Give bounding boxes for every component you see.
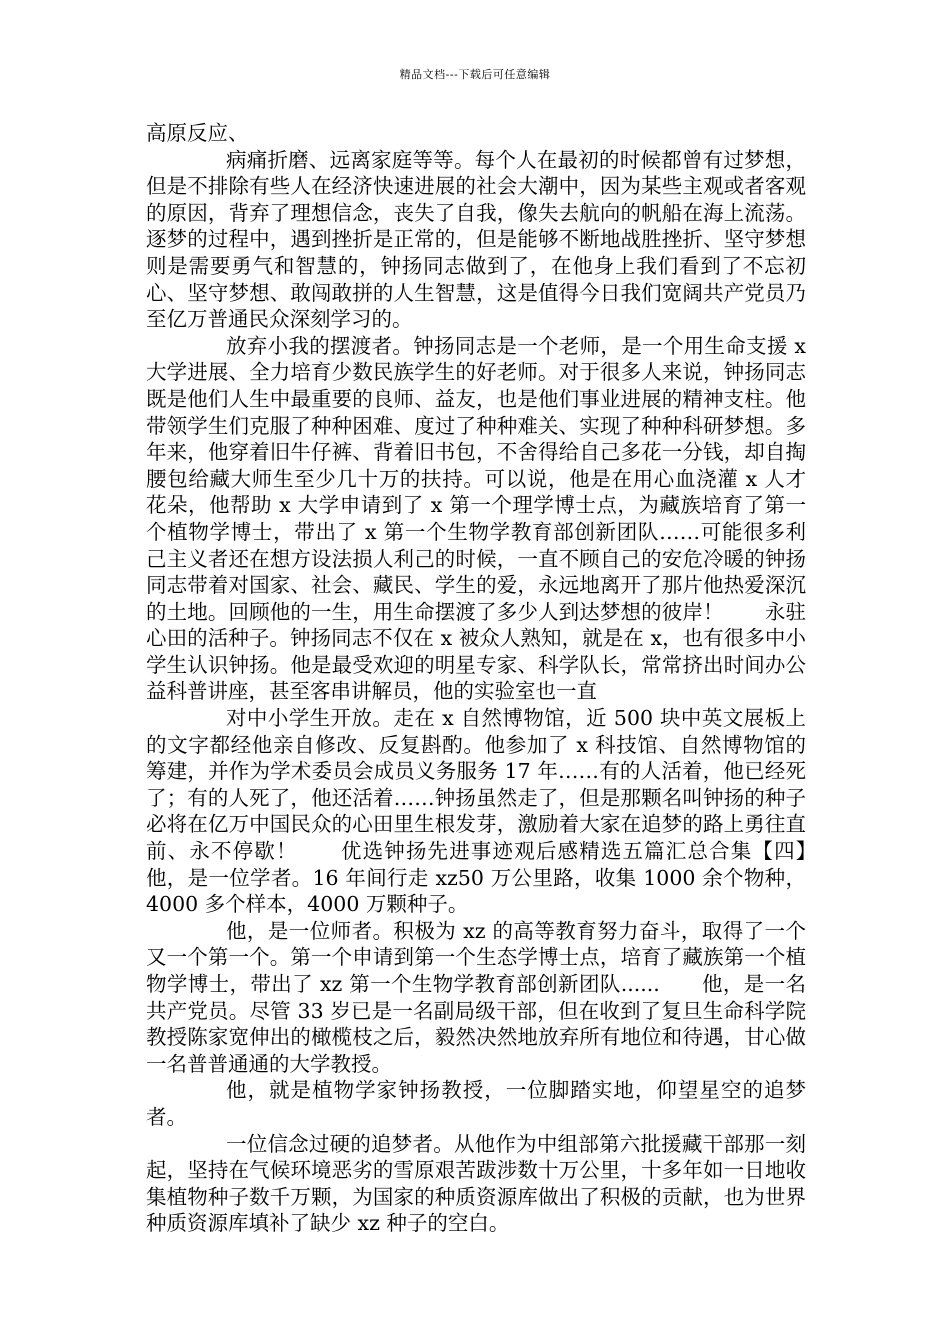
paragraph: 高原反应、 xyxy=(146,121,249,145)
paragraph: 他，是一位师者。积极为 xz 的高等教育努力奋斗，取得了一个又一个第一个。第一个申请到第一个生态学博士点，培育了藏族第一个植物学博士，带出了 xz 第一个生物学教育部创新团队...... 他，是一名共产党员。尽管 33 岁已是一名副局级干部，但在收到了复旦生命科学院教授陈家宽伸出的橄榄枝之后，毅然决然地放弃所有地位和待遇，甘心做一名普普通通的大学教授。 xyxy=(146,918,806,1076)
paragraph: 一位信念过硬的追梦者。从他作为中组部第六批援藏干部那一刻起，坚持在气候环境恶劣的雪原艰苦跋涉数十万公里，十多年如一日地收集植物种子数千万颗，为国家的种质资源库做出了积极的贡献，也为世界种质资源库填补了缺少 xz 种子的空白。 xyxy=(146,1131,806,1236)
page-header: 精品文档---下载后可任意编辑 xyxy=(399,68,551,81)
document-body xyxy=(146,120,847,1237)
paragraph: 病痛折磨、远离家庭等等。每个人在最初的时候都曾有过梦想，但是不排除有些人在经济快速进展的社会大潮中，因为某些主观或者客观的原因，背弃了理想信念，丧失了自我，像失去航向的帆船在海上流荡。逐梦的过程中，遇到挫折是正常的，但是能够不断地战胜挫折、坚守梦想则是需要勇气和智慧的，钟扬同志做到了，在他身上我们看到了不忘初心、坚守梦想、敢闯敢拼的人生智慧，这是值得今日我们宽阔共产党员乃至亿万普通民众深刻学习的。 xyxy=(146,147,806,332)
paragraph: 他，就是植物学家钟扬教授，一位脚踏实地，仰望星空的追梦者。 xyxy=(146,1078,806,1129)
paragraph: 对中小学生开放。走在 x 自然博物馆，近 500 块中英文展板上的文字都经他亲自修改、反复斟酌。他参加了 x 科技馆、自然博物馆的筹建，并作为学术委员会成员义务服务 17 年……有的人活着，他已经死了；有的人死了，他还活着……钟扬虽然走了，但是那颗名叫钟扬的种子必将在亿万中国民众的心田里生根发芽，激励着大家在追梦的路上勇往直前、永不停歇！ 优选钟扬先进事迹观后感精选五篇汇总合集【四】 他，是一位学者。16 年间行走 xz50 万公里路，收集 1000 余个物种，4000 多个样本，4000 万颗种子。 xyxy=(146,706,847,917)
paragraph: 放弃小我的摆渡者。钟扬同志是一个老师，是一个用生命支援 x 大学进展、全力培育少数民族学生的好老师。对于很多人来说，钟扬同志既是他们人生中最重要的良师、益友，也是他们事业进展的精神支柱。他带领学生们克服了种种困难、度过了种种难关、实现了种种科研梦想。多年来，他穿着旧牛仔裤、背着旧书包，不舍得给自己多花一分钱，却自掏腰包给藏大师生至少几十万的扶持。可以说，他是在用心血浇灌 x 人才花朵，他帮助 x 大学申请到了 x 第一个理学博士点，为藏族培育了第一个植物学博士，带出了 x 第一个生物学教育部创新团队……可能很多利己主义者还在想方设法损人利己的时候，一直不顾自己的安危冷暖的钟扬同志带着对国家、社会、藏民、学生的爱，永远地离开了那片他热爱深沉的土地。回顾他的一生，用生命摆渡了多少人到达梦想的彼岸！ 永驻心田的活种子。钟扬同志不仅在 x 被众人熟知，就是在 x，也有很多中小学生认识钟扬。他是最受欢迎的明星专家、科学队长，常常挤出时间办公益科普讲座，甚至客串讲解员，他的实验室也一直 xyxy=(146,333,806,704)
